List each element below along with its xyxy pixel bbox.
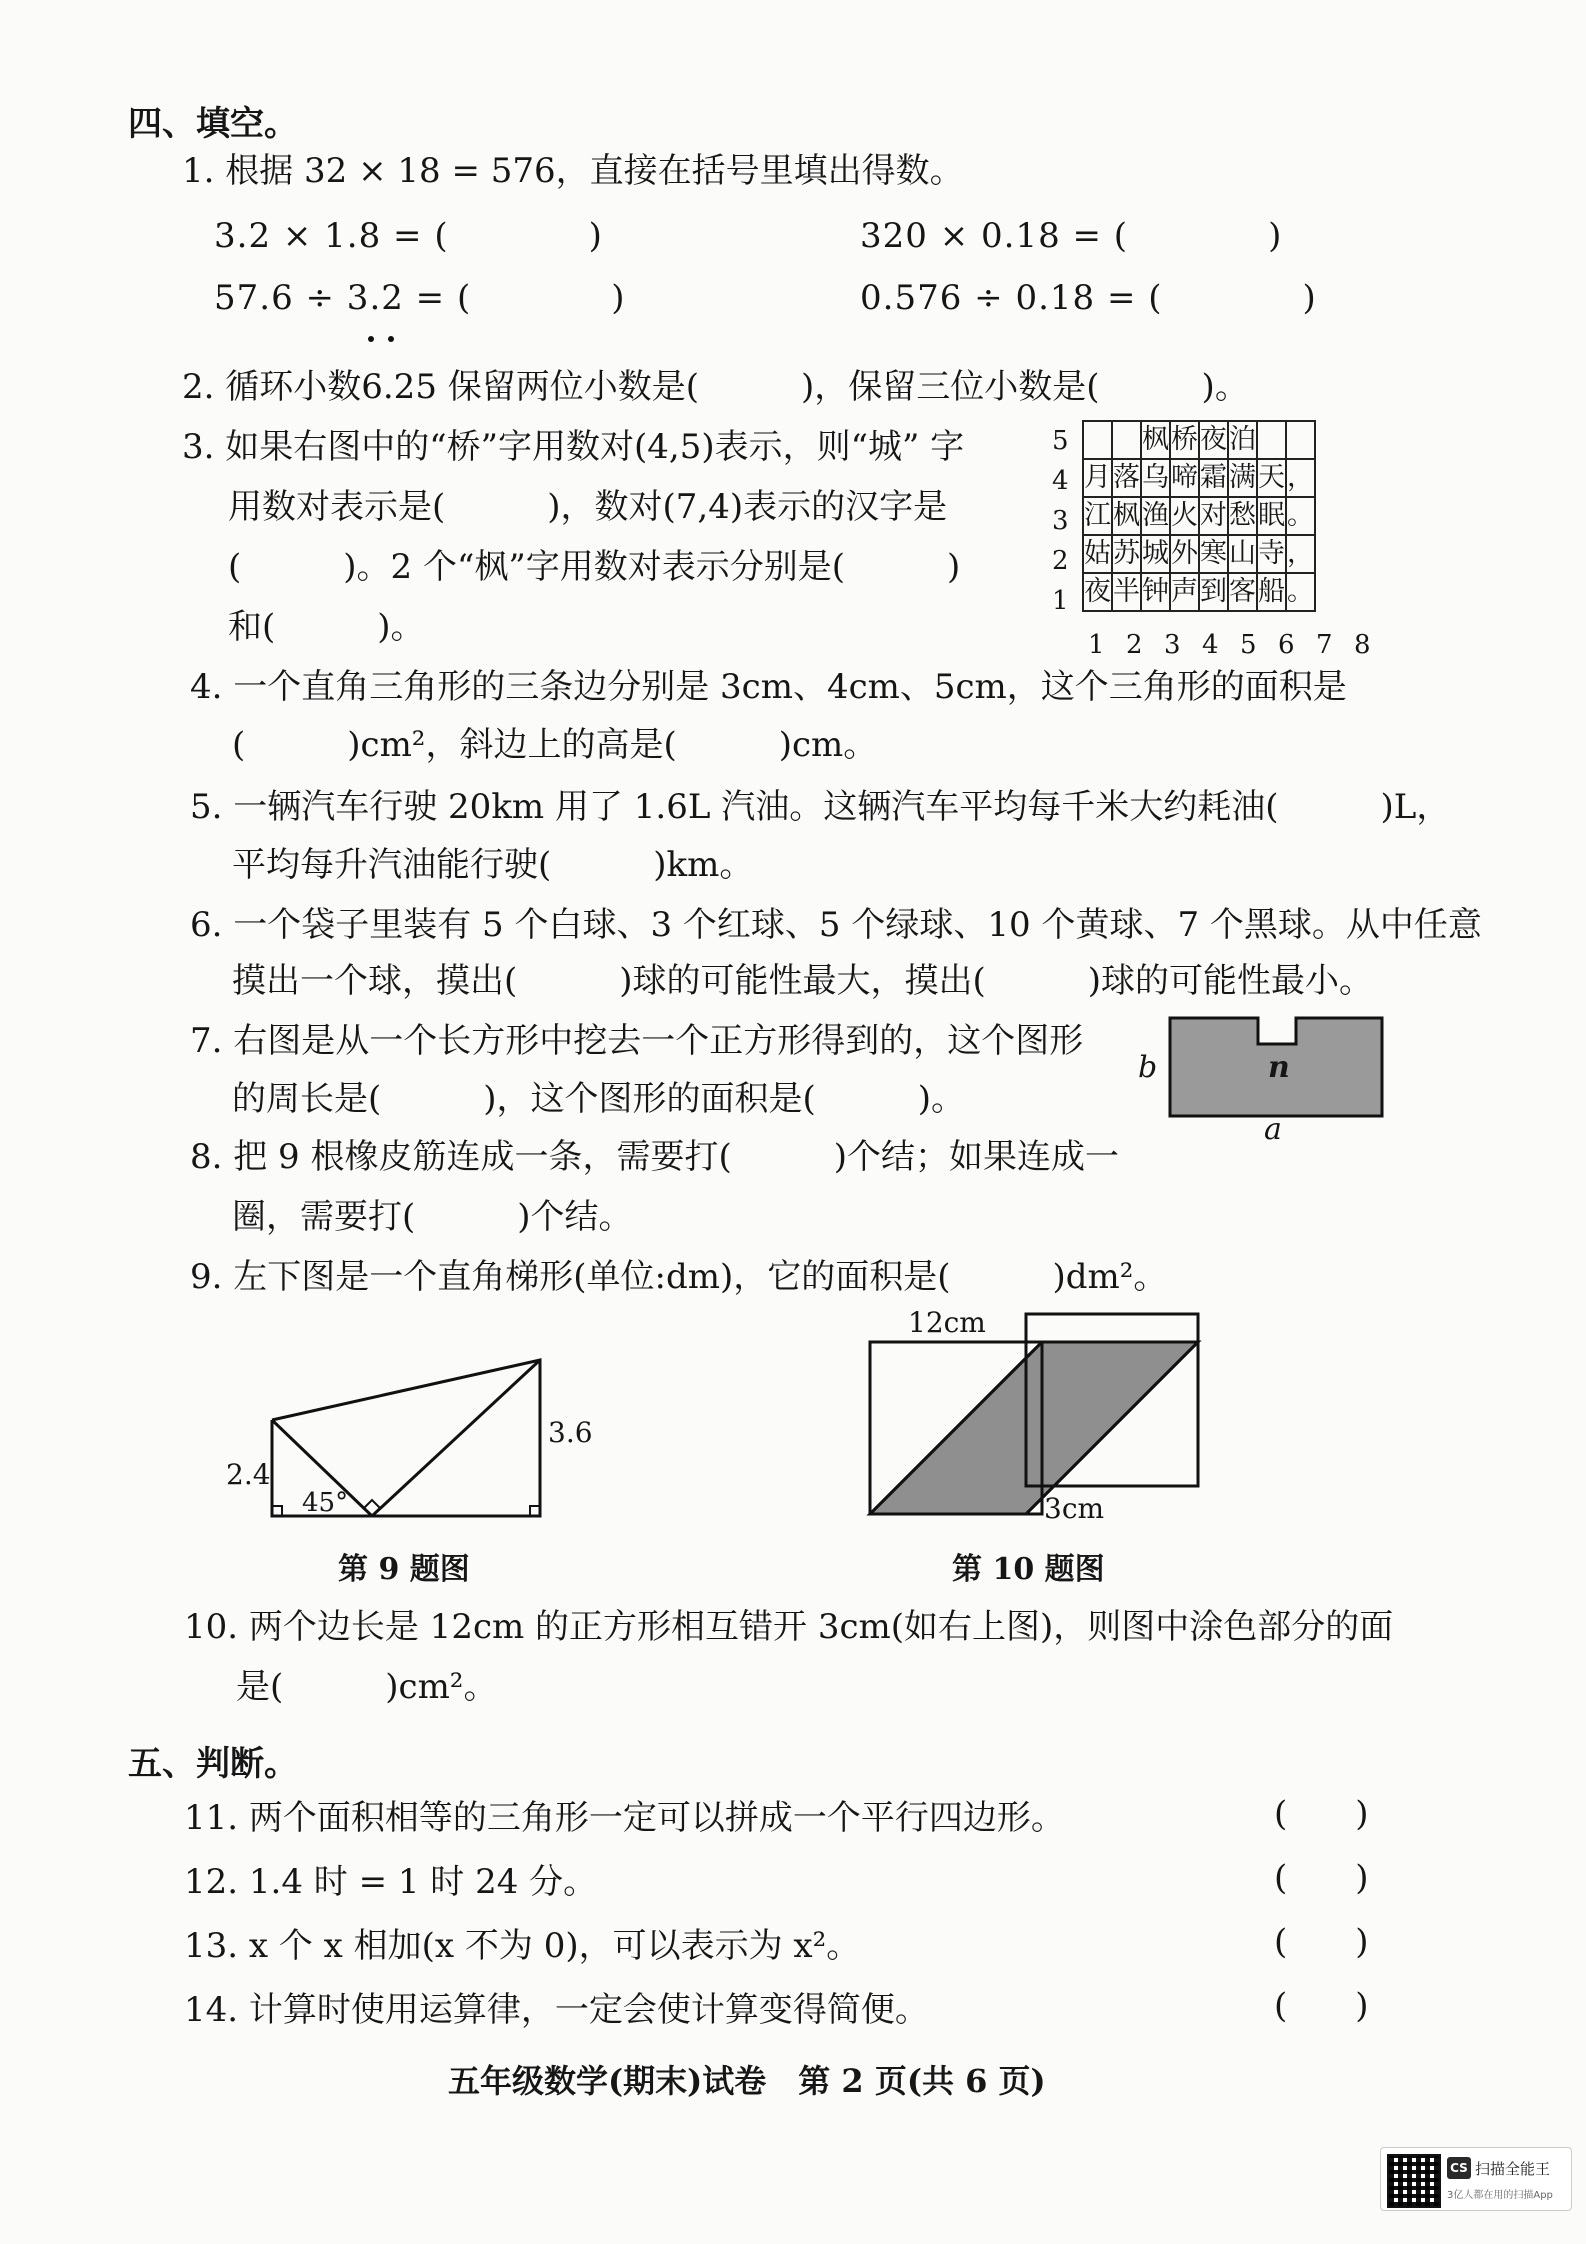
grid-cell: 落 — [1112, 459, 1141, 497]
q5-line-2: 平均每升汽油能行驶( )km。 — [232, 845, 754, 885]
row-label: 1 — [1052, 586, 1069, 616]
poem-grid — [1082, 420, 1316, 612]
grid-cell: 。 — [1286, 497, 1315, 535]
col-label: 8 — [1354, 630, 1371, 660]
grid-cell: 乌 — [1141, 459, 1170, 497]
grid-cell: 渔 — [1141, 497, 1170, 535]
q9-stem: 9. 左下图是一个直角梯形(单位:dm)，它的面积是( )dm²。 — [190, 1257, 1168, 1297]
q4-line-2: ( )cm²，斜边上的高是( )cm。 — [232, 725, 878, 765]
grid-cell: 天 — [1257, 459, 1286, 497]
grid-cell: 火 — [1170, 497, 1199, 535]
q8-line-1: 8. 把 9 根橡皮筋连成一条，需要打( )个结；如果连成一 — [190, 1137, 1120, 1177]
row-label: 3 — [1052, 506, 1069, 536]
q10-figure — [860, 1306, 1210, 1536]
q1-expr-1: 3.2 × 1.8 = ( ) — [214, 216, 603, 256]
q1-stem: 1. 根据 32 × 18 = 576，直接在括号里填出得数。 — [182, 151, 964, 191]
grid-cell: 夜 — [1199, 421, 1228, 459]
repeating-dots — [368, 336, 398, 346]
page-footer: 五年级数学(期末)试卷 第 2 页(共 6 页) — [448, 2062, 1046, 2100]
scanner-tagline: 3亿人都在用的扫描App — [1447, 2190, 1553, 2201]
q1-expr-4: 0.576 ÷ 0.18 = ( ) — [860, 278, 1317, 318]
grid-cell: 愁 — [1228, 497, 1257, 535]
section-4-title: 四、填空。 — [128, 104, 298, 144]
q7-figure — [1130, 1010, 1400, 1147]
grid-cell: 江 — [1083, 497, 1112, 535]
row-label: 5 — [1052, 426, 1069, 456]
q10-line-2: 是( )cm²。 — [236, 1667, 498, 1707]
scanner-logo-icon: CS — [1447, 2157, 1471, 2179]
label-12cm: 12cm — [908, 1306, 986, 1339]
grid-cell: 寒 — [1199, 535, 1228, 573]
q3-line-1: 3. 如果右图中的“桥”字用数对(4,5)表示，则“城” 字 — [182, 427, 965, 467]
grid-cell: 霜 — [1199, 459, 1228, 497]
q3-line-2: 用数对表示是( )，数对(7,4)表示的汉字是 — [228, 487, 948, 527]
grid-cell: 半 — [1112, 573, 1141, 611]
judge-item: 11. 两个面积相等的三角形一定可以拼成一个平行四边形。 — [184, 1798, 1065, 1838]
grid-cell: 对 — [1199, 497, 1228, 535]
scanner-app-name: 扫描全能王 — [1475, 2160, 1551, 2178]
row-label: 4 — [1052, 466, 1069, 496]
judge-item: 12. 1.4 时 = 1 时 24 分。 — [184, 1862, 598, 1902]
grid-cell: 姑 — [1083, 535, 1112, 573]
grid-cell: 外 — [1170, 535, 1199, 573]
grid-row — [1083, 459, 1315, 497]
q10-caption: 第 10 题图 — [952, 1552, 1105, 1587]
grid-cell — [1286, 421, 1315, 459]
grid-cell: 。 — [1286, 573, 1315, 611]
grid-cell: 眠 — [1257, 497, 1286, 535]
grid-row — [1083, 497, 1315, 535]
col-label: 5 — [1240, 630, 1257, 660]
judge-answer-paren[interactable]: ( ) — [1274, 1986, 1369, 2026]
right-trapezoid-diagram — [220, 1340, 600, 1530]
grid-cell: 泊 — [1228, 421, 1257, 459]
label-2-4: 2.4 — [226, 1458, 271, 1491]
q6-line-1: 6. 一个袋子里装有 5 个白球、3 个红球、5 个绿球、10 个黄球、7 个黑球。从中任意 — [190, 905, 1482, 945]
grid-row — [1083, 421, 1315, 459]
judge-answer-paren[interactable]: ( ) — [1274, 1794, 1369, 1834]
col-label: 4 — [1202, 630, 1219, 660]
q8-line-2: 圈，需要打( )个结。 — [232, 1197, 633, 1237]
col-label: 1 — [1088, 630, 1105, 660]
q4-line-1: 4. 一个直角三角形的三条边分别是 3cm、4cm、5cm，这个三角形的面积是 — [190, 667, 1347, 707]
grid-cell: 到 — [1199, 573, 1228, 611]
label-3cm: 3cm — [1044, 1492, 1105, 1525]
grid-cell: 船 — [1257, 573, 1286, 611]
section-5-title: 五、判断。 — [128, 1744, 298, 1784]
overlapping-squares-diagram — [860, 1306, 1210, 1536]
grid-cell: 客 — [1228, 573, 1257, 611]
q7-line-2: 的周长是( )，这个图形的面积是( )。 — [232, 1079, 966, 1119]
grid-cell: ， — [1286, 459, 1315, 497]
grid-cell: 啼 — [1170, 459, 1199, 497]
grid-cell: 枫 — [1112, 497, 1141, 535]
grid-cell: 枫 — [1141, 421, 1170, 459]
label-n: n — [1268, 1050, 1290, 1085]
label-a: a — [1264, 1112, 1282, 1147]
q2-text: 2. 循环小数6.25 保留两位小数是( )，保留三位小数是( )。 — [182, 367, 1249, 407]
grid-cell: 寺 — [1257, 535, 1286, 573]
q5-line-1: 5. 一辆汽车行驶 20km 用了 1.6L 汽油。这辆汽车平均每千米大约耗油( )L， — [190, 787, 1451, 827]
grid-row — [1083, 573, 1315, 611]
col-label: 2 — [1126, 630, 1143, 660]
label-3-6: 3.6 — [548, 1416, 593, 1449]
judge-item: 14. 计算时使用运算律，一定会使计算变得简便。 — [184, 1990, 929, 2030]
qr-code-icon — [1387, 2154, 1441, 2208]
grid-cell: 钟 — [1141, 573, 1170, 611]
grid-cell: 桥 — [1170, 421, 1199, 459]
col-label: 3 — [1164, 630, 1181, 660]
q9-caption: 第 9 题图 — [338, 1552, 470, 1587]
q10-line-1: 10. 两个边长是 12cm 的正方形相互错开 3cm(如右上图)，则图中涂色部分的面 — [184, 1607, 1394, 1647]
judge-answer-paren[interactable]: ( ) — [1274, 1922, 1369, 1962]
grid-cell — [1112, 421, 1141, 459]
grid-cell: 夜 — [1083, 573, 1112, 611]
grid-cell: ， — [1286, 535, 1315, 573]
row-label: 2 — [1052, 546, 1069, 576]
col-label: 6 — [1278, 630, 1295, 660]
grid-cell: 声 — [1170, 573, 1199, 611]
grid-row — [1083, 535, 1315, 573]
grid-cell: 城 — [1141, 535, 1170, 573]
q7-line-1: 7. 右图是从一个长方形中挖去一个正方形得到的，这个图形 — [190, 1021, 1084, 1061]
col-label: 7 — [1316, 630, 1333, 660]
grid-cell: 月 — [1083, 459, 1112, 497]
grid-cell — [1083, 421, 1112, 459]
q6-line-2: 摸出一个球，摸出( )球的可能性最大，摸出( )球的可能性最小。 — [232, 961, 1374, 1001]
label-b: b — [1138, 1050, 1158, 1085]
grid-cell: 苏 — [1112, 535, 1141, 573]
grid-cell: 山 — [1228, 535, 1257, 573]
q3-line-4: 和( )。 — [228, 607, 425, 647]
label-45-degree: 45° — [302, 1488, 349, 1518]
q9-figure — [220, 1340, 600, 1530]
judge-answer-paren[interactable]: ( ) — [1274, 1858, 1369, 1898]
q3-line-3: ( )。2 个“枫”字用数对表示分别是( ) — [228, 547, 961, 587]
judge-item: 13. x 个 x 相加(x 不为 0)，可以表示为 x²。 — [184, 1926, 861, 1966]
scanner-watermark — [1380, 2147, 1572, 2211]
q1-expr-2: 320 × 0.18 = ( ) — [860, 216, 1283, 256]
grid-cell — [1257, 421, 1286, 459]
q1-expr-3: 57.6 ÷ 3.2 = ( ) — [214, 278, 626, 318]
grid-cell: 满 — [1228, 459, 1257, 497]
